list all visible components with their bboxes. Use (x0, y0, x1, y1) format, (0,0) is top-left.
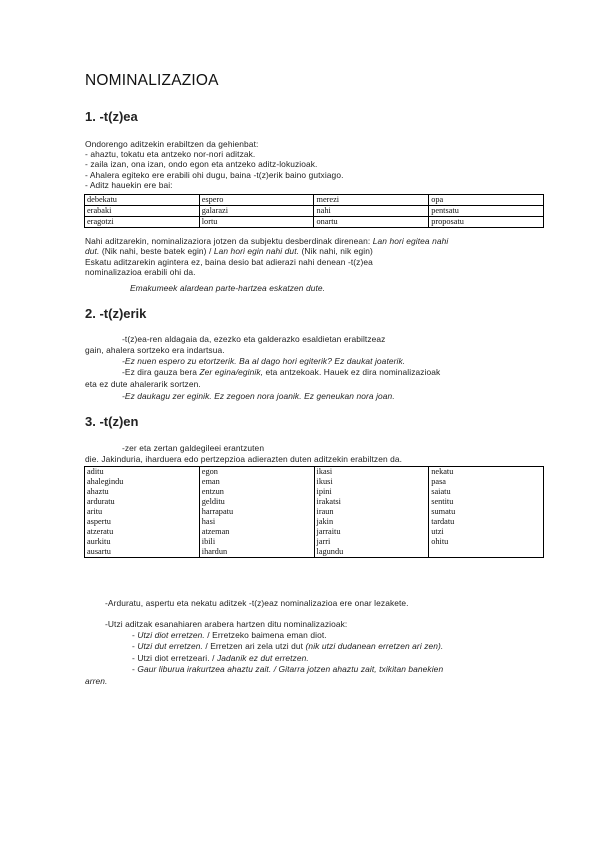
text: / Erretzeko baimena eman diot. (207, 630, 327, 640)
sec2-example-2: -Ez daukagu zer eginik. Ez zegoen nora joanik. Ez geneukan nora joan. (122, 391, 395, 401)
table-cell: iraun (314, 507, 429, 517)
table-cell: sentitu (429, 497, 544, 507)
example-text: Zer egina/eginik, (199, 367, 264, 377)
bullet-4 (132, 664, 443, 674)
sec1-line-4: - Ahalera egiteko ere erabili ohi dugu, baina -t(z)erik baino gutxiago. (85, 170, 344, 180)
sec2-line-4 (122, 367, 440, 377)
table-cell: sumatu (429, 507, 544, 517)
section-3-heading: 3. -t(z)en (85, 414, 139, 429)
text: Nahi aditzarekin, nominalizaziora jotzen da subjektu desberdinak direnean: (85, 236, 371, 246)
table-cell: pasa (429, 477, 544, 487)
table-row (85, 547, 544, 558)
table-row (85, 497, 544, 507)
table-cell: entzun (199, 487, 314, 497)
bullet-dash: - (132, 641, 135, 651)
table-row (85, 467, 544, 478)
sec3-line-2: die. Jakinduria, iharduera edo pertzepzioa adierazten duten aditzekin erabiltzen da. (85, 454, 403, 464)
table-cell: ikasi (314, 467, 429, 478)
sec3-line-1: -zer eta zertan galdegileei erantzuten (122, 443, 265, 453)
text: - Utzi diot erretzeari. / (132, 653, 215, 663)
sec1-example: Emakumeek alardean parte-hartzea eskatzen dute. (130, 283, 326, 293)
table-cell: jakin (314, 517, 429, 527)
table-row (85, 517, 544, 527)
table-cell: egon (199, 467, 314, 478)
table-cell: atzeratu (85, 527, 200, 537)
table-row (85, 507, 544, 517)
table-cell: harrapatu (199, 507, 314, 517)
bullet-4-continuation: arren. (85, 676, 108, 686)
bullet-1 (132, 630, 327, 640)
table-cell: galarazi (199, 206, 314, 217)
example-text: Utzi dut erretzen. (137, 641, 203, 651)
table-cell: aurkitu (85, 537, 200, 547)
table-cell: ipini (314, 487, 429, 497)
table-cell: nekatu (429, 467, 544, 478)
sec1-after-line-3: Eskatu aditzarekin agintera ez, baina desio bat adierazi nahi denean -t(z)ea (85, 257, 373, 267)
sec2-line-5: eta ez dute ahalerarik sortzen. (85, 379, 201, 389)
table-cell: erabaki (85, 206, 200, 217)
sec1-line-5: - Aditz hauekin ere bai: (85, 180, 173, 190)
table-cell (429, 547, 544, 558)
sec1-after-line-1 (85, 236, 448, 246)
table-row (85, 487, 544, 497)
table-cell: onartu (314, 217, 429, 228)
table-cell: proposatu (429, 217, 544, 228)
table-cell: opa (429, 195, 544, 206)
table-cell: aritu (85, 507, 200, 517)
table-cell: utzi (429, 527, 544, 537)
text: eta antzekoak. Hauek ez dira nominalizazioak (265, 367, 441, 377)
table-cell: gelditu (199, 497, 314, 507)
table-row (85, 477, 544, 487)
section-1-heading: 1. -t(z)ea (85, 109, 138, 124)
text: (Nik nahi, beste batek egin) / (101, 246, 212, 256)
table-row (85, 537, 544, 547)
sec3-note-1: -Arduratu, aspertu eta nekatu aditzek -t(z)eaz nominalizazioa ere onar lezakete. (105, 598, 409, 608)
table-cell: eman (199, 477, 314, 487)
table-row (85, 195, 544, 206)
example-text: Lan hori egitea nahi (372, 236, 449, 246)
table-cell: lortu (199, 217, 314, 228)
table-cell: ausartu (85, 547, 200, 558)
example-text: Utzi diot erretzen. (137, 630, 205, 640)
example-text: Gaur liburua irakurtzea ahaztu zait. / Gitarra jotzen ahaztu zait, txikitan banekien (137, 664, 444, 674)
table-cell: merezi (314, 195, 429, 206)
verbs-table-1 (84, 194, 544, 228)
text: / Erretzen ari zela utzi dut (205, 641, 304, 651)
bullet-2 (132, 641, 443, 651)
table-cell: pentsatu (429, 206, 544, 217)
table-cell: atzeman (199, 527, 314, 537)
table-cell: jarri (314, 537, 429, 547)
table-cell: irakatsi (314, 497, 429, 507)
table-cell: ikusi (314, 477, 429, 487)
sec1-line-1: Ondorengo aditzekin erabiltzen da gehienbat: (85, 139, 259, 149)
table-cell: ibili (199, 537, 314, 547)
page-title: NOMINALIZAZIOA (85, 72, 219, 89)
sec1-line-2: - ahaztu, tokatu eta antzeko nor-nori aditzak. (85, 149, 256, 159)
bullet-dash: - (132, 630, 135, 640)
example-text: Jadanik ez dut erretzen. (217, 653, 309, 663)
table-cell: nahi (314, 206, 429, 217)
section-2-heading: 2. -t(z)erik (85, 306, 147, 321)
sec1-after-line-2 (85, 246, 373, 256)
table-cell: espero (199, 195, 314, 206)
table-cell: debekatu (85, 195, 200, 206)
text: -Ez dira gauza bera (122, 367, 197, 377)
table-cell: aditu (85, 467, 200, 478)
sec1-after-line-4: nominalizazioa erabili ohi da. (85, 267, 196, 277)
table-row (85, 206, 544, 217)
table-cell: jarraitu (314, 527, 429, 537)
table-row (85, 217, 544, 228)
table-cell: ahaztu (85, 487, 200, 497)
sec2-example-1: -Ez nuen espero zu etortzerik. Ba al dago hori egiterik? Ez daukat joaterik. (122, 356, 406, 366)
sec2-line-2: gain, ahalera sortzeko era indartsua. (85, 345, 225, 355)
table-cell: lagundu (314, 547, 429, 558)
sec2-line-1: -t(z)ea-ren aldagaia da, ezezko eta galderazko esaldietan erabiltzeaz (122, 334, 386, 344)
table-cell: ahalegindu (85, 477, 200, 487)
text: (Nik nahi, nik egin) (301, 246, 373, 256)
verbs-table-2 (84, 466, 544, 558)
table-cell: arduratu (85, 497, 200, 507)
table-cell: aspertu (85, 517, 200, 527)
table-row (85, 527, 544, 537)
example-text: Lan hori egin nahi dut. (213, 246, 300, 256)
sec3-note-2: -Utzi aditzak esanahiaren arabera hartzen ditu nominalizazioak: (105, 619, 348, 629)
example-text: dut. (85, 246, 100, 256)
table-cell: eragotzi (85, 217, 200, 228)
table-cell: hasi (199, 517, 314, 527)
table-cell: saiatu (429, 487, 544, 497)
table-cell: tardatu (429, 517, 544, 527)
sec1-line-3: - zaila izan, ona izan, ondo egon eta antzeko aditz-lokuzioak. (85, 159, 318, 169)
bullet-dash: - (132, 664, 135, 674)
table-cell: ohitu (429, 537, 544, 547)
bullet-3 (132, 653, 309, 663)
table-cell: ihardun (199, 547, 314, 558)
example-text: (nik utzi dudanean erretzen ari zen). (305, 641, 444, 651)
